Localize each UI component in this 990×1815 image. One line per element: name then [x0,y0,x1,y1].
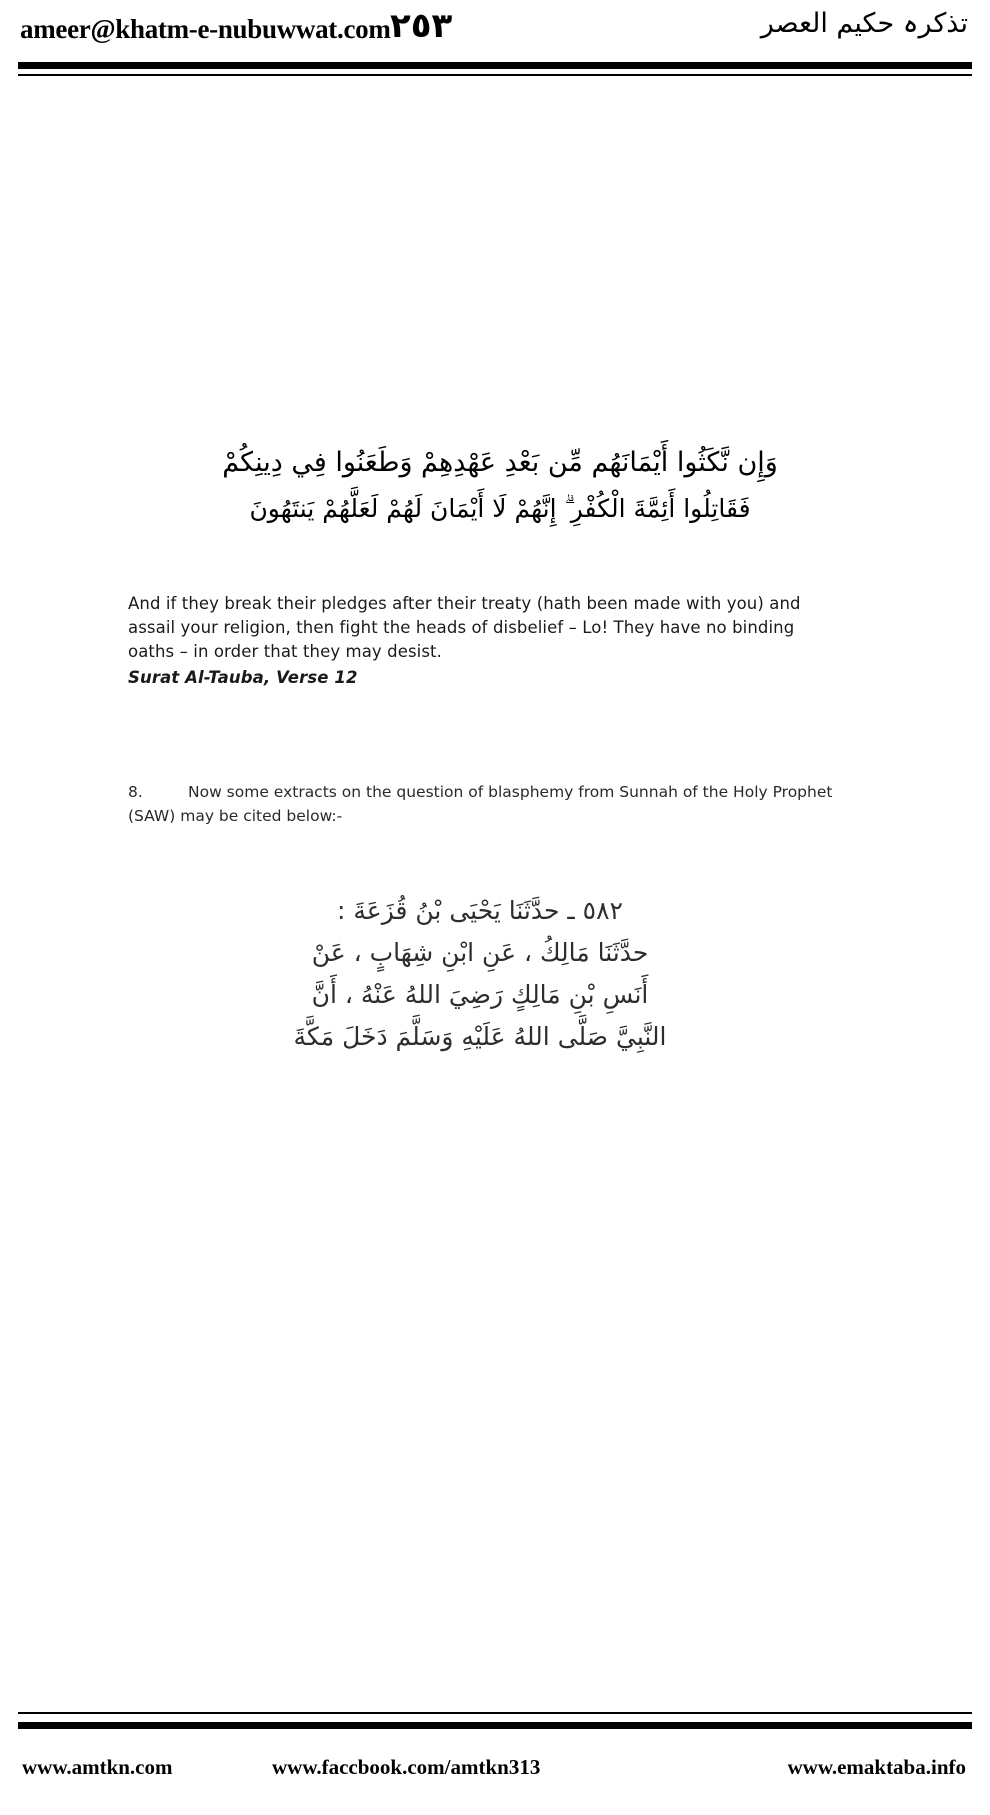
footer-rule-thick [18,1722,972,1729]
hadith-line-3: أَنَسِ بْنِ مَالِكٍ رَضِيَ اللهُ عَنْهُ ، أَنَّ [311,980,649,1009]
header-rule-thick [18,62,972,69]
footer-link-emaktaba[interactable]: www.emaktaba.info [787,1755,966,1779]
body-paragraph [128,780,840,828]
page-footer [0,1755,990,1795]
header-email: ameer@khatm-e-nubuwwat.com [20,14,391,44]
hadith-line-1: ٥٨٢ ـ حدَّثَنَا يَحْيَى بْنُ قُزَعَةَ : [337,896,623,925]
header-rule-thin [18,74,972,76]
hadith-line-4: النَّبِيَّ صَلَّى اللهُ عَلَيْهِ وَسَلَّمَ دَخَلَ مَكَّةَ [293,1022,667,1051]
page-header [0,0,990,70]
paragraph-number: 8. [128,783,143,801]
quran-verse-line-2: فَقَاتِلُوا أَئِمَّةَ الْكُفْرِ ۗ إِنَّهُمْ لَا أَيْمَانَ لَهُمْ لَعَلَّهُمْ يَنتَهُونَ [249,494,751,523]
page-number: ٢٥٣ [390,6,453,46]
verse-reference: Surat Al-Tauba, Verse 12 [128,668,358,687]
hadith-arabic-excerpt [240,890,720,1058]
hadith-line-2: حدَّثَنَا مَالِكُ ، عَنِ ابْنِ شِهَابٍ ، عَنْ [311,938,649,967]
quran-verse [120,440,880,532]
quran-verse-line-1: وَإِن نَّكَثُوا أَيْمَانَهُم مِّن بَعْدِ عَهْدِهِمْ وَطَعَنُوا فِي دِينِكُمْ [222,447,778,478]
paragraph-text: Now some extracts on the question of blasphemy from Sunnah of the Holy Prophet (SAW) may be cited below:- [128,783,833,825]
footer-rule-thin [18,1712,972,1714]
header-urdu-title: تذکرہ حکیم العصر [760,8,968,39]
footer-link-facebook[interactable]: www.faccbook.com/amtkn313 [272,1755,541,1779]
footer-link-website[interactable]: www.amtkn.com [22,1755,173,1779]
verse-translation [128,592,840,690]
verse-translation-text: And if they break their pledges after their treaty (hath been made with you) and assail your religion, then fight the heads of disbelief – Lo! They have no binding oaths – in order that they may desist. [128,594,801,661]
